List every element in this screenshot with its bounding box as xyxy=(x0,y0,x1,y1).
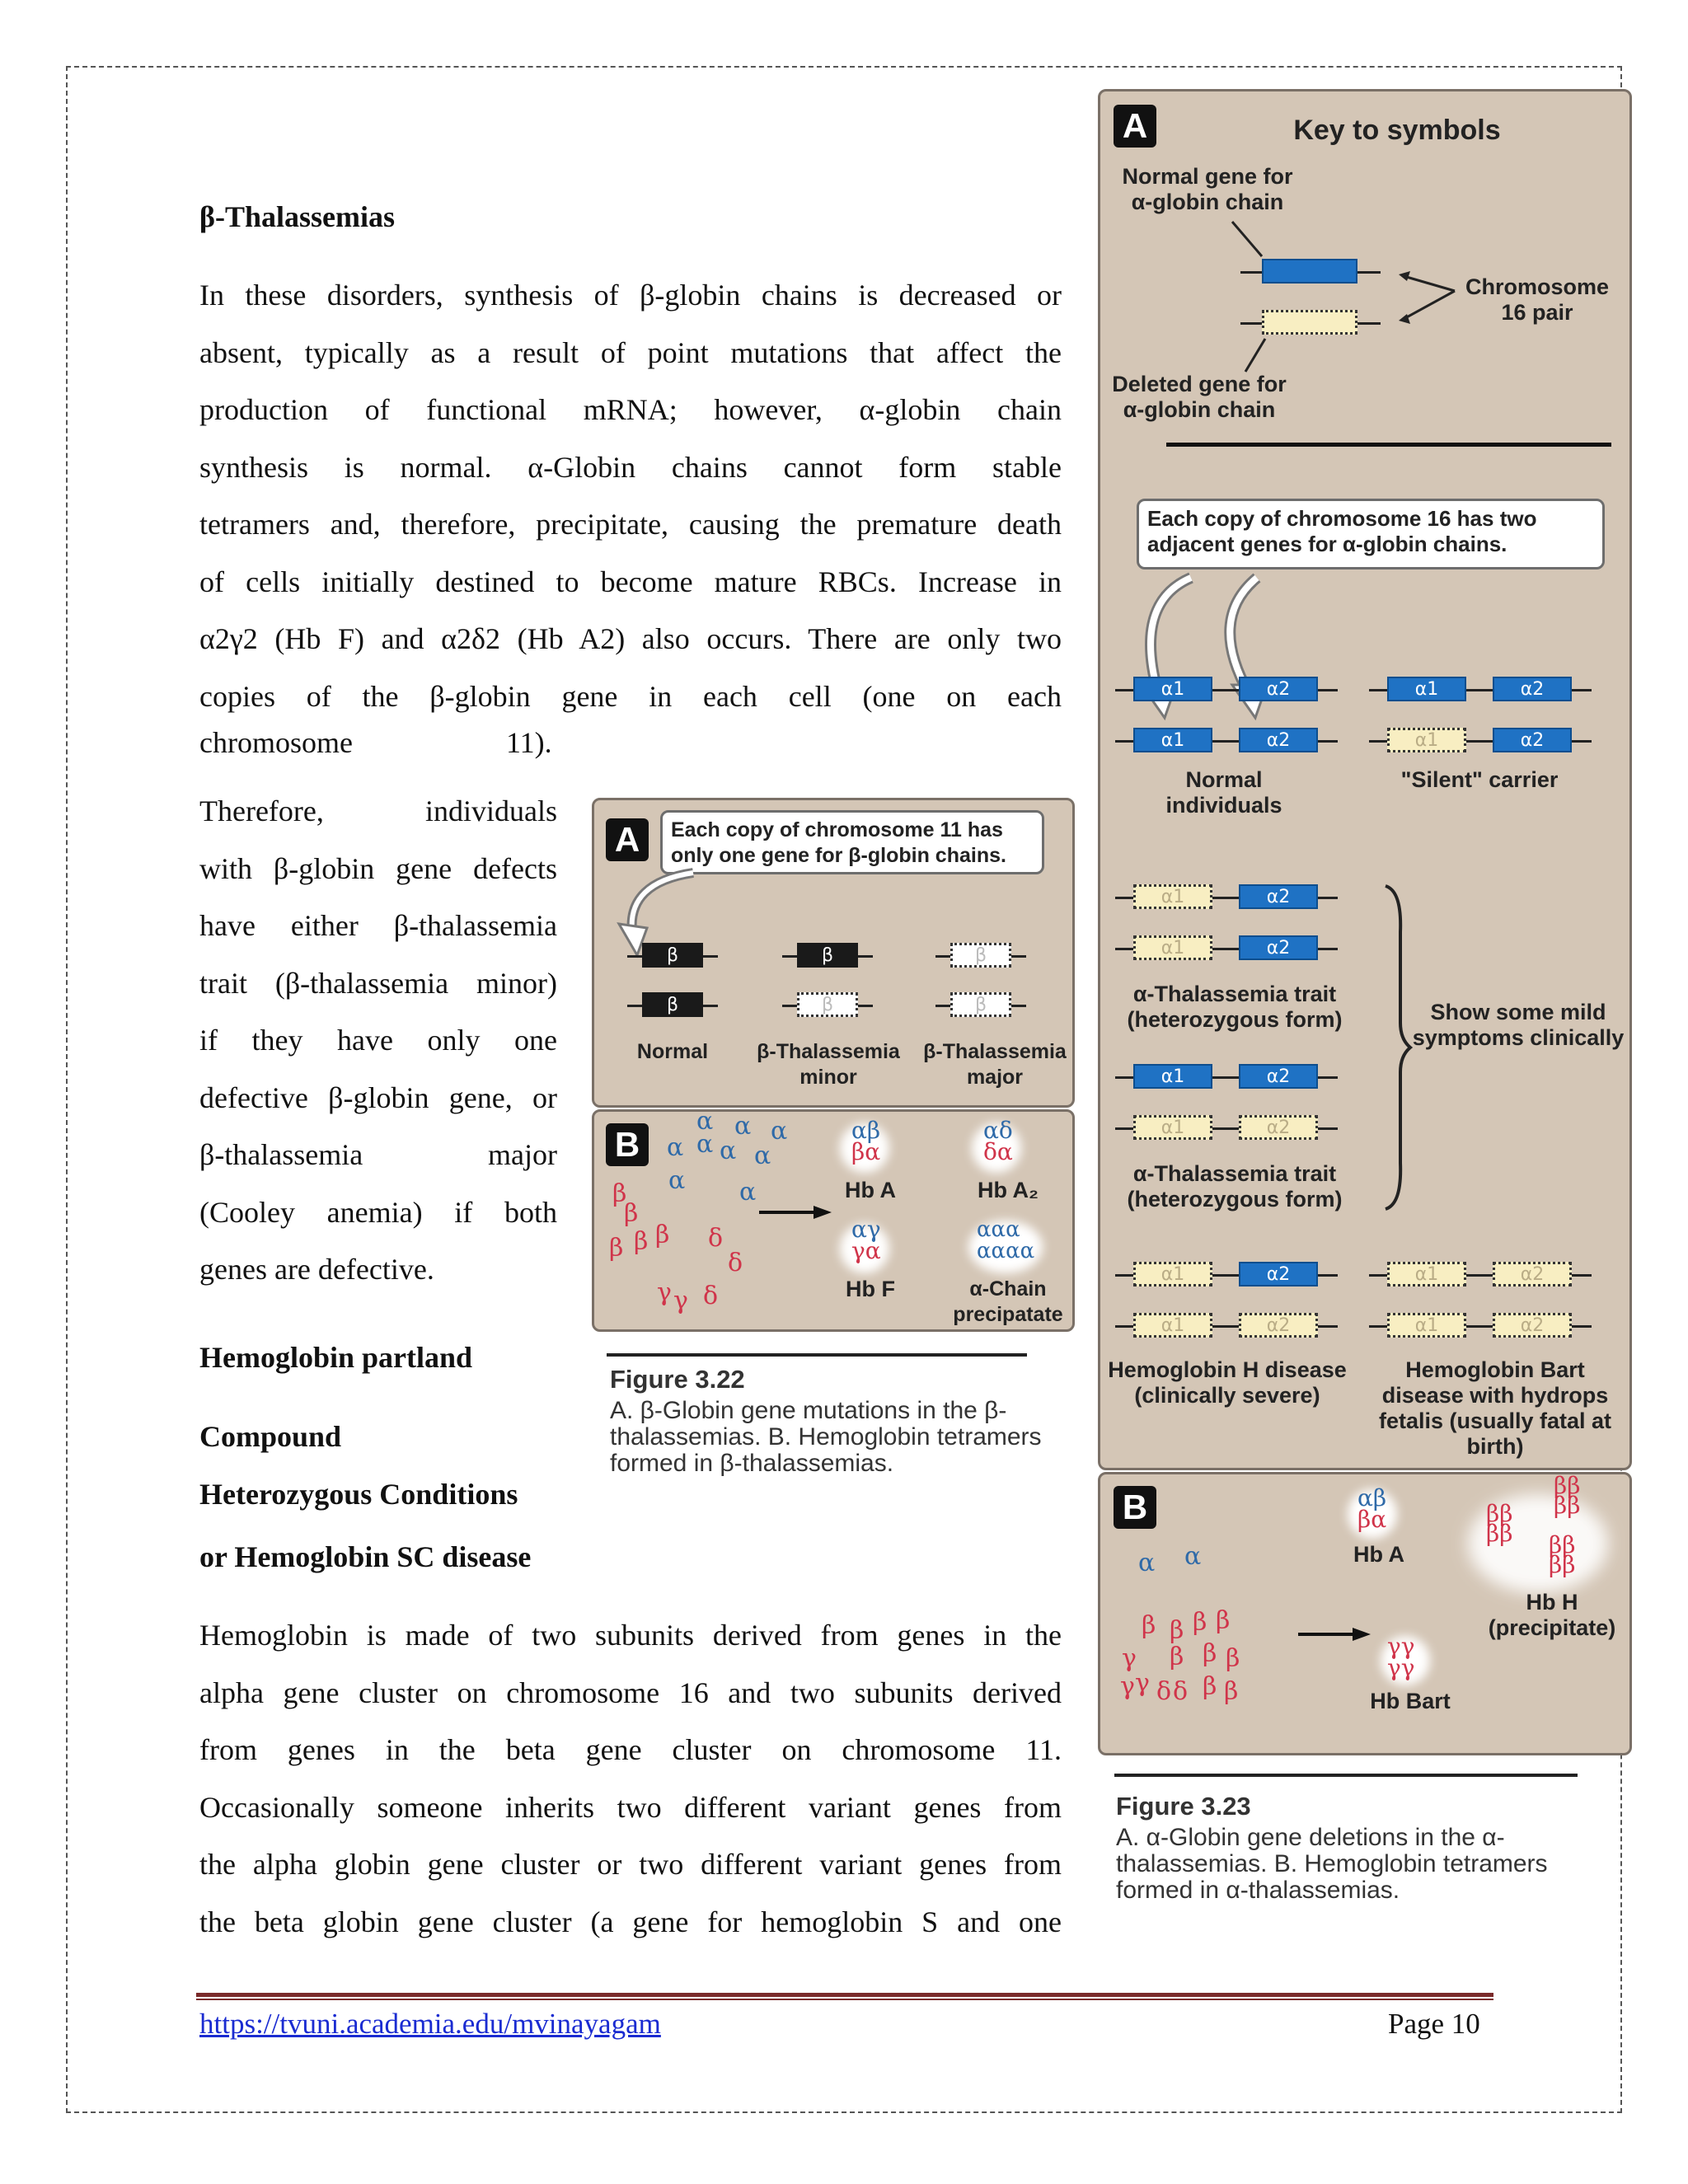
alpha-chain: α xyxy=(1184,1542,1202,1571)
alpha-precipitate xyxy=(977,1219,1034,1262)
text-line: (Cooley anemia) if both xyxy=(199,1195,557,1229)
alpha-chain: α xyxy=(754,1141,771,1170)
text-line: if they have only one xyxy=(199,1024,557,1057)
tetramer-top: αβ xyxy=(1357,1484,1387,1511)
beta-gene: β xyxy=(642,992,703,1017)
tetramer-top: αβ xyxy=(851,1117,881,1144)
text-line: chromosome xyxy=(199,726,353,759)
fig322-panel-a xyxy=(592,798,1075,1108)
label-normal-gene: Normal gene for α-globin chain xyxy=(1122,164,1293,214)
hb-h-tetramer: ββ ββ xyxy=(1549,1531,1576,1578)
text-line: 11). xyxy=(506,726,552,759)
deleted-alpha2-gene: α2 xyxy=(1239,1313,1318,1338)
alpha-chain: α xyxy=(720,1137,737,1165)
alpha2-gene: α2 xyxy=(1239,1262,1318,1286)
beta-gene: β xyxy=(642,943,703,968)
alpha2-gene: α2 xyxy=(1239,884,1318,909)
tetramer-top: ααα xyxy=(977,1217,1020,1242)
label-alpha-trait: α-Thalassemia trait (heterozygous form) xyxy=(1127,982,1343,1032)
hb-h-tetramer: ββ ββ xyxy=(1554,1472,1581,1519)
text-line: alpha gene cluster on chromosome 16 and two subunits derived xyxy=(199,1675,1062,1709)
deleted-beta-gene: β xyxy=(950,992,1011,1017)
hb-bart-tetramer: γγ γγ xyxy=(1387,1633,1415,1681)
text-line: production of functional mRNA; however, α-globin chain xyxy=(199,393,1062,426)
text-line: tetramers and, therefore, precipitate, causing the premature death xyxy=(199,508,1062,541)
text-line: α2γ2 (Hb F) and α2δ2 (Hb A2) also occurs. There are only two xyxy=(199,622,1062,655)
label-hb-f: Hb F xyxy=(846,1277,895,1301)
alpha2-gene: α2 xyxy=(1493,677,1572,701)
text-line: Occasionally someone inherits two different variant genes from xyxy=(199,1790,1062,1824)
text-line: from genes in the beta gene cluster on chromosome 11. xyxy=(199,1733,1062,1766)
deleted-beta-gene: β xyxy=(950,943,1011,968)
alpha-chain: α xyxy=(696,1130,714,1159)
label-mild-symptoms: Show some mild symptoms clinically xyxy=(1412,1000,1625,1050)
hb-a2-tetramer xyxy=(983,1117,1013,1165)
label-hemoglobin-bart: Hemoglobin Bart disease with hydrops fetalis (usually fatal at birth) xyxy=(1378,1357,1612,1459)
footer-link[interactable]: https://tvuni.academia.edu/mvinayagam xyxy=(199,2008,661,2040)
label-normal-individuals: Normal individuals xyxy=(1165,767,1282,818)
text-line: of cells initially destined to become mature RBCs. Increase in xyxy=(199,565,1062,598)
fig323-panel-b xyxy=(1098,1472,1632,1755)
label-beta-major: β-Thalassemia major xyxy=(923,1040,1067,1089)
label-chromosome-pair: Chromosome 16 pair xyxy=(1465,274,1610,325)
panel-badge: A xyxy=(606,818,649,861)
alpha1-gene: α1 xyxy=(1133,728,1212,752)
text-line: defective β-globin gene, or xyxy=(199,1080,557,1114)
deleted-beta-gene: β xyxy=(797,992,858,1017)
divider xyxy=(1166,443,1611,447)
alpha2-gene: α2 xyxy=(1239,1064,1318,1089)
arrow-icon xyxy=(1298,1626,1372,1643)
fig323-callout: Each copy of chromosome 16 has two adjacent genes for α-globin chains. xyxy=(1137,499,1605,569)
hb-h-tetramer: ββ ββ xyxy=(1486,1500,1513,1547)
label-hb-a: Hb A xyxy=(845,1178,896,1202)
beta-chain: β xyxy=(624,1199,639,1228)
label-hb-h: Hb H (precipitate) xyxy=(1488,1590,1616,1640)
alpha-chain: α xyxy=(734,1112,752,1141)
tetramer-top: αγ xyxy=(851,1216,881,1243)
tetramer-top: αδ xyxy=(983,1117,1013,1144)
tetramer-bottom: βα xyxy=(1357,1506,1387,1533)
label-alpha-precipitate: α-Chain precipatate xyxy=(953,1277,1063,1326)
tetramer-bottom: βα xyxy=(851,1138,881,1165)
beta-chain: β xyxy=(1142,1611,1156,1640)
panel-badge: A xyxy=(1114,105,1156,148)
caption-rule xyxy=(607,1353,1027,1357)
text-line: the beta globin gene cluster (a gene for hemoglobin S and one xyxy=(199,1905,1062,1938)
fig323-caption-title: Figure 3.23 xyxy=(1116,1792,1251,1821)
heading-beta-thalassemias: β-Thalassemias xyxy=(199,200,395,233)
fig322-caption-title: Figure 3.22 xyxy=(610,1365,745,1394)
alpha1-gene: α1 xyxy=(1133,1064,1212,1089)
panel-badge: B xyxy=(606,1123,649,1166)
fig322-panel-b xyxy=(592,1109,1075,1332)
label-hemoglobin-h: Hemoglobin H disease (clinically severe) xyxy=(1108,1357,1347,1408)
label-deleted-gene: Deleted gene for α-globin chain xyxy=(1112,372,1287,422)
alpha-chain: α xyxy=(1138,1549,1156,1577)
label-hb-bart: Hb Bart xyxy=(1370,1689,1451,1713)
beta-chain: β xyxy=(612,1179,627,1208)
alpha1-gene: α1 xyxy=(1387,677,1466,701)
panel-badge: B xyxy=(1114,1486,1156,1529)
text-line: synthesis is normal. α-Globin chains cannot form stable xyxy=(199,450,1062,484)
heading-hemoglobin-partland: Hemoglobin partland xyxy=(199,1341,473,1374)
text-line: genes are defective. xyxy=(199,1253,434,1286)
text-line: absent, typically as a result of point mutations that affect the xyxy=(199,335,1062,369)
key-arrows xyxy=(1100,91,1634,421)
tetramer-bottom: αααα xyxy=(977,1239,1035,1263)
beta-chain: β xyxy=(1203,1639,1217,1668)
label-beta-minor: β-Thalassemia minor xyxy=(757,1040,900,1089)
beta-chain: β xyxy=(1193,1608,1207,1637)
tetramer-bottom: δα xyxy=(983,1138,1013,1165)
heading-compound: Heterozygous Conditions xyxy=(199,1478,518,1511)
beta-chain: β xyxy=(655,1221,670,1249)
delta-chain: δ xyxy=(1173,1677,1189,1706)
gamma-chain: γ xyxy=(673,1286,688,1315)
arrow-icon xyxy=(759,1204,833,1221)
hb-a-tetramer xyxy=(1357,1484,1387,1533)
deleted-alpha1-gene: α1 xyxy=(1133,884,1212,909)
text-line: trait (β-thalassemia minor) xyxy=(199,966,557,1000)
gamma-chain: γ xyxy=(1135,1669,1150,1698)
heading-compound: or Hemoglobin SC disease xyxy=(199,1540,532,1573)
footer-rule xyxy=(196,1993,1493,2000)
deleted-alpha2-gene: α2 xyxy=(1493,1262,1572,1286)
alpha-chain: α xyxy=(739,1178,757,1207)
alpha-chain: α xyxy=(771,1117,788,1146)
fig322-callout: Each copy of chromosome 11 has only one gene for β-globin chains. xyxy=(660,810,1044,874)
beta-chain: β xyxy=(1203,1672,1217,1701)
paragraph-hemoglobin-sc xyxy=(199,1607,1062,1951)
delta-chain: δ xyxy=(1156,1677,1172,1706)
label-hb-a: Hb A xyxy=(1353,1542,1404,1567)
text-line: β-thalassemia major xyxy=(199,1138,557,1171)
gamma-chain: γ xyxy=(1120,1672,1135,1701)
text-line: the alpha globin gene cluster or two different variant genes from xyxy=(199,1848,1062,1881)
hb-f-tetramer xyxy=(851,1216,881,1264)
key-title: Key to symbols xyxy=(1293,115,1501,146)
deleted-alpha1-gene: α1 xyxy=(1387,728,1466,752)
heading-compound: Compound xyxy=(199,1420,342,1453)
page-number: Page 10 xyxy=(1388,2008,1480,2040)
text-line: Therefore, individuals xyxy=(199,794,557,827)
alpha-chain: α xyxy=(696,1107,714,1136)
caption-rule xyxy=(1114,1774,1578,1777)
beta-chain: β xyxy=(609,1234,624,1263)
delta-chain: δ xyxy=(708,1224,724,1253)
text-line: copies of the β-globin gene in each cell (one on each xyxy=(199,679,1062,713)
fig322-caption-body: A. β-Globin gene mutations in the β-thalassemias. B. Hemoglobin tetramers formed in β-thalassemias. xyxy=(610,1397,1042,1477)
deleted-alpha1-gene: α1 xyxy=(1387,1313,1466,1338)
label-silent-carrier: "Silent" carrier xyxy=(1400,767,1559,792)
beta-chain: β xyxy=(634,1227,649,1256)
paragraph-beta-defects xyxy=(199,783,557,1299)
label-hb-a2: Hb A₂ xyxy=(978,1178,1039,1202)
alpha2-gene: α2 xyxy=(1239,677,1318,701)
gamma-chain: γ xyxy=(657,1278,672,1307)
text-line: Hemoglobin is made of two subunits derived from genes in the xyxy=(199,1619,1062,1652)
deleted-alpha1-gene: α1 xyxy=(1133,1262,1212,1286)
text-line: with β-globin gene defects xyxy=(199,851,557,885)
alpha-chain: α xyxy=(667,1133,684,1162)
fig323-caption-body: A. α-Globin gene deletions in the α-thalassemias. B. Hemoglobin tetramers formed in α-thalassemias. xyxy=(1116,1824,1548,1904)
alpha-chain: α xyxy=(668,1166,686,1195)
alpha2-gene: α2 xyxy=(1239,935,1318,960)
gamma-chain: γ xyxy=(1122,1644,1137,1673)
alpha2-gene: α2 xyxy=(1493,728,1572,752)
delta-chain: δ xyxy=(703,1282,719,1310)
deleted-alpha1-gene: α1 xyxy=(1133,1313,1212,1338)
beta-chain: β xyxy=(1216,1606,1231,1635)
deleted-alpha1-gene: α1 xyxy=(1133,935,1212,960)
label-normal: Normal xyxy=(636,1040,709,1063)
text-line: have either β-thalassemia xyxy=(199,909,557,942)
fig323-panel-a xyxy=(1098,89,1632,1470)
deleted-alpha1-gene: α1 xyxy=(1387,1262,1466,1286)
deleted-alpha1-gene: α1 xyxy=(1133,1115,1212,1140)
text-line: In these disorders, synthesis of β-globin chains is decreased or xyxy=(199,279,1062,312)
beta-chain: β xyxy=(1224,1677,1239,1706)
deleted-alpha2-gene: α2 xyxy=(1239,1115,1318,1140)
alpha1-gene: α1 xyxy=(1133,677,1212,701)
delta-chain: δ xyxy=(728,1249,743,1277)
beta-chain: β xyxy=(1170,1616,1184,1645)
alpha2-gene: α2 xyxy=(1239,728,1318,752)
paragraph-beta-thalassemias xyxy=(199,267,1062,725)
tetramer-bottom: γα xyxy=(851,1237,881,1264)
hb-a-tetramer xyxy=(851,1117,881,1165)
label-alpha-trait: α-Thalassemia trait (heterozygous form) xyxy=(1127,1161,1343,1212)
deleted-alpha2-gene: α2 xyxy=(1493,1313,1572,1338)
beta-chain: β xyxy=(1226,1644,1240,1673)
beta-gene: β xyxy=(797,943,858,968)
beta-chain: β xyxy=(1170,1643,1184,1671)
